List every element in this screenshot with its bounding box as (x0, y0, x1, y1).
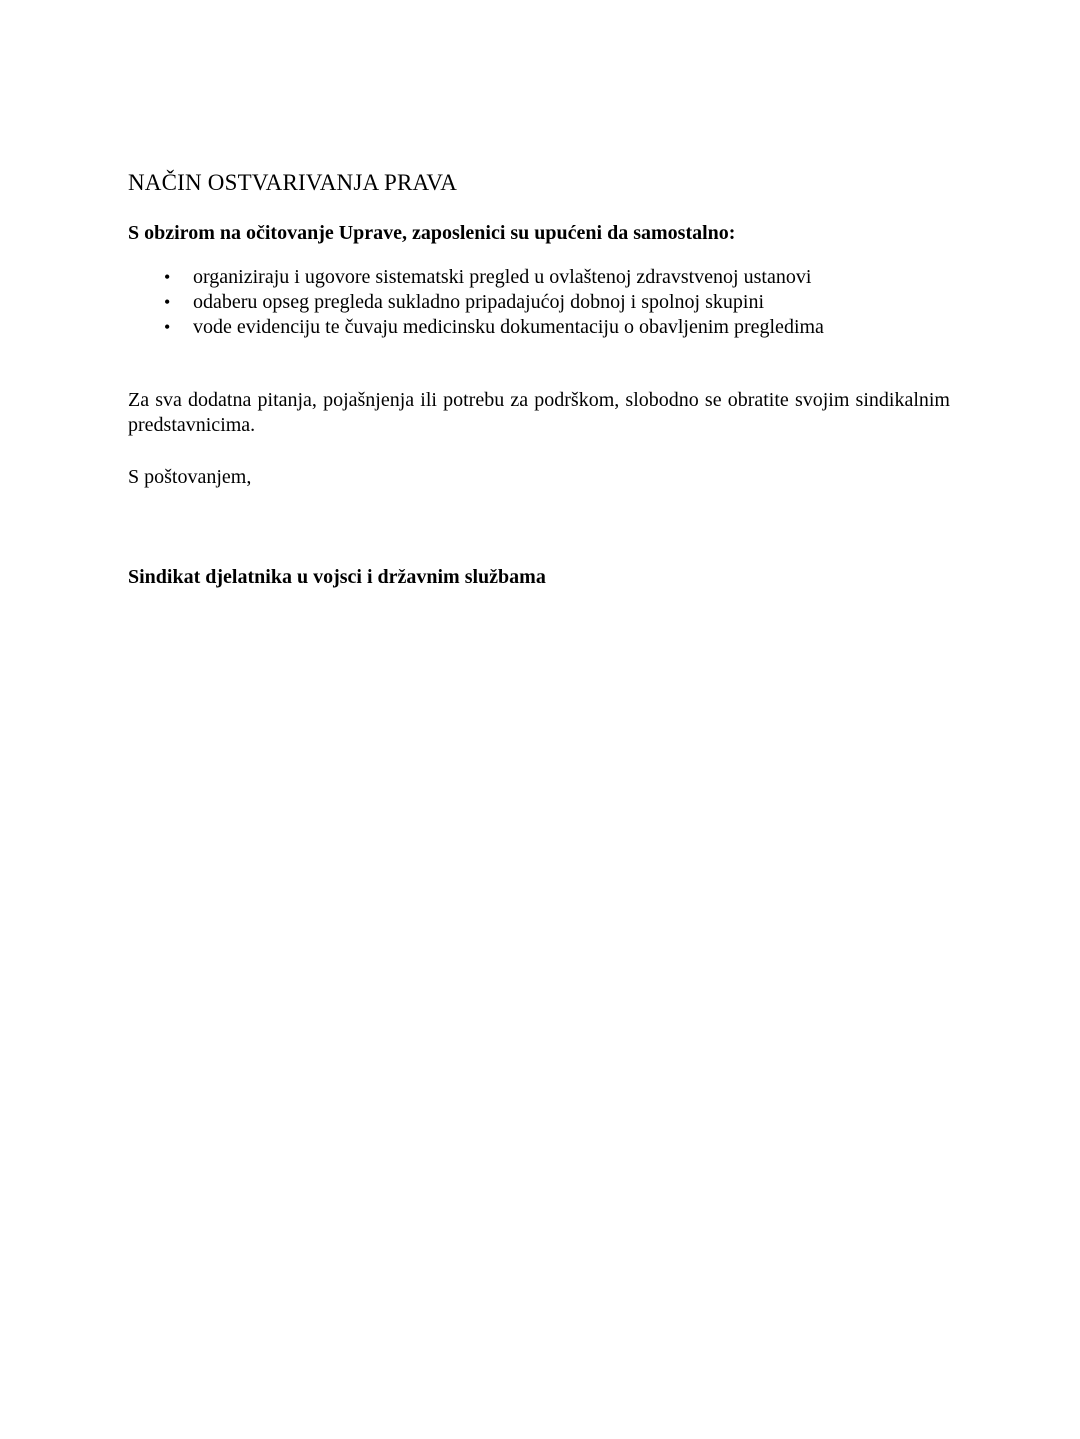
list-item (128, 290, 950, 315)
bullet-icon: • (164, 292, 171, 312)
list-item (128, 315, 950, 340)
document-body (128, 168, 950, 590)
list-item (128, 265, 950, 290)
list-item-text: odaberu opseg pregleda sukladno pripadajućoj dobnoj i spolnoj skupini (193, 291, 765, 313)
lead-sentence: S obzirom na očitovanje Uprave, zaposlenici su upućeni da samostalno: (128, 222, 736, 244)
document-title: NAČIN OSTVARIVANJA PRAVA (128, 170, 458, 195)
signature: Sindikat djelatnika u vojsci i državnim službama (128, 566, 546, 588)
list-item-text: organiziraju i ugovore sistematski pregled u ovlaštenoj zdravstvenoj ustanovi (193, 266, 812, 288)
instructions-list (128, 265, 950, 340)
bullet-icon: • (164, 267, 171, 287)
closing-greeting: S poštovanjem, (128, 466, 252, 488)
list-item-text: vode evidenciju te čuvaju medicinsku dokumentaciju o obavljenim pregledima (193, 316, 824, 338)
contact-paragraph: Za sva dodatna pitanja, pojašnjenja ili potrebu za podrškom, slobodno se obratite svojim sindikalnim predstavnicima. (128, 389, 950, 436)
bullet-icon: • (164, 317, 171, 337)
